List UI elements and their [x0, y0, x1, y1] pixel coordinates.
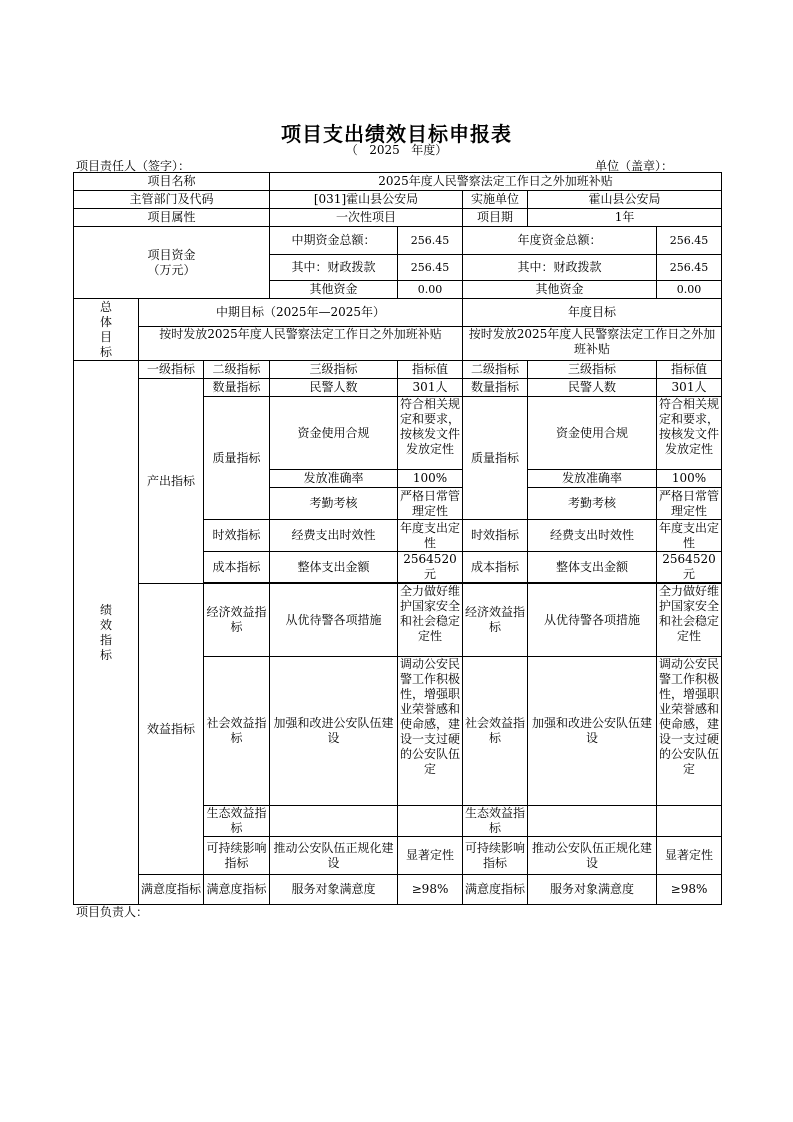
annual-goal-header: 年度目标 [463, 299, 722, 327]
annual-other-label: 其他资金 [463, 281, 657, 299]
timeliness-l2: 时效指标 [204, 520, 270, 552]
satisfaction-l3: 服务对象满意度 [270, 875, 398, 905]
cost-l2: 成本指标 [204, 552, 270, 583]
economic-value: 全力做好维护国家安全和社会稳定定性 [400, 584, 460, 643]
output-label: 产出指标 [139, 379, 204, 584]
project-name-value: 2025年度人民警察法定工作日之外加班补贴 [270, 173, 722, 191]
ecological-value-annual [657, 806, 722, 837]
economic-l3: 从优待警各项措施 [270, 584, 398, 657]
annual-total-value: 256.45 [657, 227, 722, 255]
quality-r2-value-annual: 100% [657, 470, 722, 488]
ecological-l3-annual [528, 806, 657, 837]
social-value-annual: 调动公安民警工作积极性，增强职业荣誉感和使命感，建设一支过硬的公安队伍定 [659, 657, 720, 776]
quantity-l3: 民警人数 [270, 379, 398, 397]
quality-r1-value: 符合相关规定和要求，按核发文件发放定性 [400, 397, 460, 456]
attr-value: 一次性项目 [270, 209, 463, 227]
quantity-l2: 数量指标 [204, 379, 270, 397]
timeliness-l3-annual: 经费支出时效性 [528, 520, 657, 552]
unit-label: 单位（盖章）： [595, 159, 674, 173]
quantity-l2-annual: 数量指标 [463, 379, 528, 397]
dept-label: 主管部门及代码 [74, 191, 270, 209]
header-level1: 一级指标 [139, 361, 204, 379]
satisfaction-label: 满意度指标 [139, 875, 204, 905]
social-l3: 加强和改进公安队伍建设 [270, 657, 398, 806]
economic-l2: 经济效益指标 [204, 584, 270, 657]
quantity-l3-annual: 民警人数 [528, 379, 657, 397]
attr-label: 项目属性 [74, 209, 270, 227]
header-value: 指标值 [398, 361, 463, 379]
social-value: 调动公安民警工作积极性，增强职业荣誉感和使命感，建设一支过硬的公安队伍定 [400, 657, 460, 776]
sustainable-l2-annual: 可持续影响指标 [463, 837, 528, 875]
mid-goal-header: 中期目标（2025年—2025年） [139, 299, 463, 327]
quality-r3-l3: 考勤考核 [270, 488, 398, 520]
exec-unit-label: 实施单位 [463, 191, 528, 209]
benefit-label: 效益指标 [139, 584, 204, 875]
funds-label: 项目资金 （万元） [74, 227, 270, 299]
quantity-value: 301人 [398, 379, 463, 397]
satisfaction-value-annual: ≥98% [657, 875, 722, 905]
sustainable-value: 显著定性 [398, 837, 463, 875]
social-l3-annual: 加强和改进公安队伍建设 [528, 657, 657, 806]
quality-r1-value-annual: 符合相关规定和要求，按核发文件发放定性 [659, 397, 720, 456]
annual-fiscal-value: 256.45 [657, 255, 722, 281]
responsible-label: 项目责任人（签字）： [76, 159, 191, 173]
ecological-l2: 生态效益指标 [204, 806, 270, 837]
mid-fiscal-value: 256.45 [398, 255, 463, 281]
cost-value-annual: 2564520元 [657, 552, 722, 583]
quality-l2-annual: 质量指标 [463, 397, 528, 520]
satisfaction-value: ≥98% [398, 875, 463, 905]
timeliness-value-annual: 年度支出定性 [657, 520, 722, 552]
ecological-l2-annual: 生态效益指标 [463, 806, 528, 837]
mid-fiscal-label: 其中：财政拨款 [270, 255, 398, 281]
cost-l2-annual: 成本指标 [463, 552, 528, 583]
quality-r3-value-annual: 严格日常管理定性 [657, 488, 722, 520]
ecological-value [398, 806, 463, 837]
annual-other-value: 0.00 [657, 281, 722, 299]
social-l2: 社会效益指标 [204, 657, 270, 806]
annual-goal-text: 按时发放2025年度人民警察法定工作日之外加班补贴 [463, 327, 722, 361]
header-level3-annual: 三级指标 [528, 361, 657, 379]
period-value: 1年 [528, 209, 722, 227]
quality-r3-l3-annual: 考勤考核 [528, 488, 657, 520]
timeliness-l2-annual: 时效指标 [463, 520, 528, 552]
timeliness-l3: 经费支出时效性 [270, 520, 398, 552]
quality-r2-value: 100% [398, 470, 463, 488]
sustainable-l2: 可持续影响指标 [204, 837, 270, 875]
cost-value: 2564520元 [398, 552, 463, 583]
mid-goal-text: 按时发放2025年度人民警察法定工作日之外加班补贴 [139, 327, 463, 361]
quantity-value-annual: 301人 [657, 379, 722, 397]
quality-r1-l3-annual: 资金使用合规 [528, 397, 657, 470]
project-name-label: 项目名称 [74, 173, 270, 191]
sustainable-l3-annual: 推动公安队伍正规化建设 [528, 837, 657, 875]
page-title: 项目支出绩效目标申报表 [281, 122, 512, 146]
annual-total-label: 年度资金总额： [463, 227, 657, 255]
header-level2: 二级指标 [204, 361, 270, 379]
satisfaction-l2: 满意度指标 [204, 875, 270, 905]
quality-l2: 质量指标 [204, 397, 270, 520]
economic-l3-annual: 从优待警各项措施 [528, 584, 657, 657]
exec-unit-value: 霍山县公安局 [528, 191, 722, 209]
mid-total-value: 256.45 [398, 227, 463, 255]
mid-total-label: 中期资金总额： [270, 227, 398, 255]
header-value-annual: 指标值 [657, 361, 722, 379]
indicators-label: 绩 效 指 标 [74, 361, 139, 905]
economic-value-annual: 全力做好维护国家安全和社会稳定定性 [659, 584, 720, 643]
economic-l2-annual: 经济效益指标 [463, 584, 528, 657]
sustainable-l3: 推动公安队伍正规化建设 [270, 837, 398, 875]
dept-value: [031]霍山县公安局 [270, 191, 463, 209]
header-level3: 三级指标 [270, 361, 398, 379]
ecological-l3 [270, 806, 398, 837]
cost-l3: 整体支出金额 [270, 552, 398, 583]
header-level2-annual: 二级指标 [463, 361, 528, 379]
mid-other-value: 0.00 [398, 281, 463, 299]
sustainable-value-annual: 显著定性 [657, 837, 722, 875]
timeliness-value: 年度支出定性 [398, 520, 463, 552]
satisfaction-l3-annual: 服务对象满意度 [528, 875, 657, 905]
satisfaction-l2-annual: 满意度指标 [463, 875, 528, 905]
quality-r1-l3: 资金使用合规 [270, 397, 398, 470]
year-line: （ 2025 年度） [345, 143, 448, 157]
social-l2-annual: 社会效益指标 [463, 657, 528, 806]
period-label: 项目期 [463, 209, 528, 227]
performance-table [73, 172, 722, 905]
footer-label: 项目负责人： [76, 905, 149, 919]
quality-r2-l3: 发放准确率 [270, 470, 398, 488]
quality-r3-value: 严格日常管理定性 [398, 488, 463, 520]
annual-fiscal-label: 其中：财政拨款 [463, 255, 657, 281]
cost-l3-annual: 整体支出金额 [528, 552, 657, 583]
quality-r2-l3-annual: 发放准确率 [528, 470, 657, 488]
mid-other-label: 其他资金 [270, 281, 398, 299]
goals-label: 总 体 目 标 [74, 299, 139, 361]
